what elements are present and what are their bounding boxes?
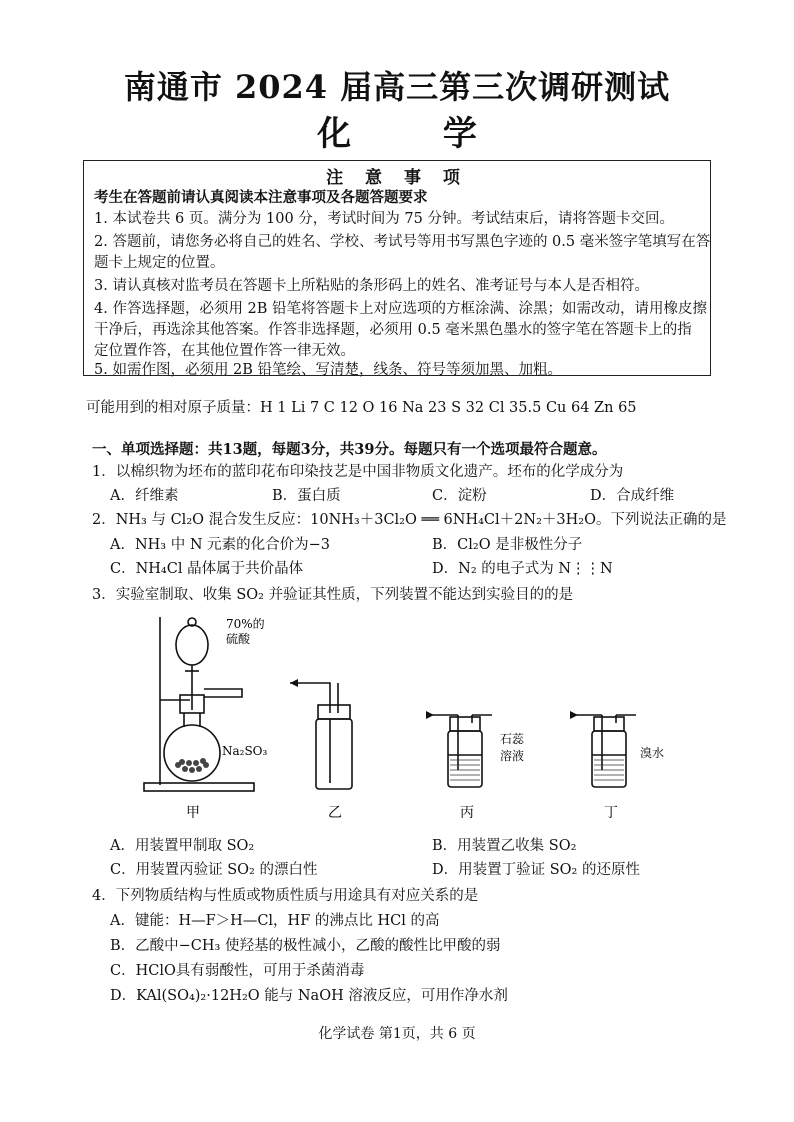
solid-label: Na₂SO₃ (222, 744, 268, 758)
notice-item: 4. 作答选择题，必须用 2B 铅笔将答题卡上对应选项的方框涂满、涂黑；如需改动，请用橡皮擦 (94, 301, 708, 317)
notice-title: 注 意 事 项 (326, 168, 468, 188)
q2-option-d: D．N₂ 的电子式为 N⋮⋮N (432, 561, 613, 577)
apparatus-ding (570, 715, 636, 787)
notice-item: 3. 请认真核对监考员在答题卡上所粘贴的条形码上的姓名、准考证号与本人是否相符。 (94, 278, 649, 294)
q4-option-a: A．键能：H—F＞H—Cl，HF 的沸点比 HCl 的高 (110, 913, 440, 929)
separatory-funnel (176, 625, 208, 665)
label-bing: 丙 (460, 805, 474, 821)
notice-item: 1. 本试卷共 6 页。满分为 100 分，考试时间为 75 分钟。考试结束后，请将答题卡交回。 (94, 211, 674, 227)
q1-option-d: D．合成纤维 (590, 488, 675, 504)
q2-option-a: A．NH₃ 中 N 元素的化合价为−3 (110, 537, 331, 553)
q1-option-c: C．淀粉 (432, 488, 487, 504)
notice-lead: 考生在答题前请认真阅读本注意事项及各题答题要求 (94, 189, 428, 206)
page-footer: 化学试卷 第1页，共 6 页 (318, 1026, 476, 1042)
section-heading: 一、单项选择题：共13题，每题3分，共39分。每题只有一个选项最符合题意。 (92, 441, 607, 458)
bromine-label: 溴水 (640, 746, 665, 760)
q4-option-c: C．HClO具有弱酸性，可用于杀菌消毒 (110, 963, 365, 979)
exam-title: 南通市 2024 届高三第三次调研测试 (123, 68, 671, 106)
notice-item: 干净后，再选涂其他答案。作答非选择题，必须用 0.5 毫米黑色墨水的签字笔在答题卡上的指 (94, 322, 692, 338)
q3-option-d: D．用装置丁验证 SO₂ 的还原性 (432, 862, 640, 878)
label-jia: 甲 (186, 805, 200, 821)
q3-option-a: A．用装置甲制取 SO₂ (110, 838, 255, 854)
question-4-stem: 4．下列物质结构与性质或物质性质与用途具有对应关系的是 (92, 888, 479, 904)
q4-option-d: D．KAl(SO₄)₂·12H₂O 能与 NaOH 溶液反应，可用作净水剂 (110, 988, 508, 1004)
acid-label: 70%的 (226, 617, 265, 631)
question-2-stem: 2．NH₃ 与 Cl₂O 混合发生反应：10NH₃＋3Cl₂O ══ 6NH₄Cl＋2N₂＋3H₂O。下列说法正确的是 (92, 512, 727, 528)
q3-option-b: B．用装置乙收集 SO₂ (432, 838, 577, 854)
subject-title: 化 学 (317, 114, 517, 154)
question-3-stem: 3．实验室制取、收集 SO₂ 并验证其性质，下列装置不能达到实验目的的是 (92, 587, 574, 603)
q3-option-c: C．用装置丙验证 SO₂ 的漂白性 (110, 862, 318, 878)
q3-apparatus-figure (130, 605, 670, 825)
notice-item: 2. 答题前，请您务必将自己的姓名、学校、考试号等用书写黑色字迹的 0.5 毫米签字笔填写在答 (94, 234, 711, 250)
label-ding: 丁 (604, 805, 618, 821)
notice-item: 定位置作答，在其他位置作答一律无效。 (94, 343, 355, 359)
litmus-label: 石蕊 (500, 732, 525, 746)
notice-box (83, 160, 711, 376)
litmus-liquid (450, 760, 480, 780)
atomic-masses: 可能用到的相对原子质量：H 1 Li 7 C 12 O 16 Na 23 S 32 Cl 35.5 Cu 64 Zn 65 (86, 400, 637, 416)
q2-option-b: B．Cl₂O 是非极性分子 (432, 537, 583, 553)
q4-option-b: B．乙酸中−CH₃ 使羟基的极性减小，乙酸的酸性比甲酸的弱 (110, 938, 501, 954)
q1-option-a: A．纤维素 (110, 488, 179, 504)
label-yi: 乙 (328, 805, 342, 821)
notice-item: 5. 如需作图，必须用 2B 铅笔绘、写清楚，线条、符号等须加黑、加粗。 (94, 362, 563, 378)
q2-option-c: C．NH₄Cl 晶体属于共价晶体 (110, 561, 304, 577)
apparatus-bing (426, 715, 492, 787)
q1-option-b: B．蛋白质 (272, 488, 341, 504)
notice-item: 题卡上规定的位置。 (94, 255, 225, 271)
bromine-liquid (594, 760, 624, 780)
question-1-stem: 1．以棉织物为坯布的蓝印花布印染技艺是中国非物质文化遗产。坯布的化学成分为 (92, 464, 624, 480)
apparatus-yi (290, 683, 352, 789)
litmus-label-2: 溶液 (500, 749, 525, 763)
solid-granules (175, 758, 209, 773)
acid-label-2: 硫酸 (226, 632, 251, 646)
